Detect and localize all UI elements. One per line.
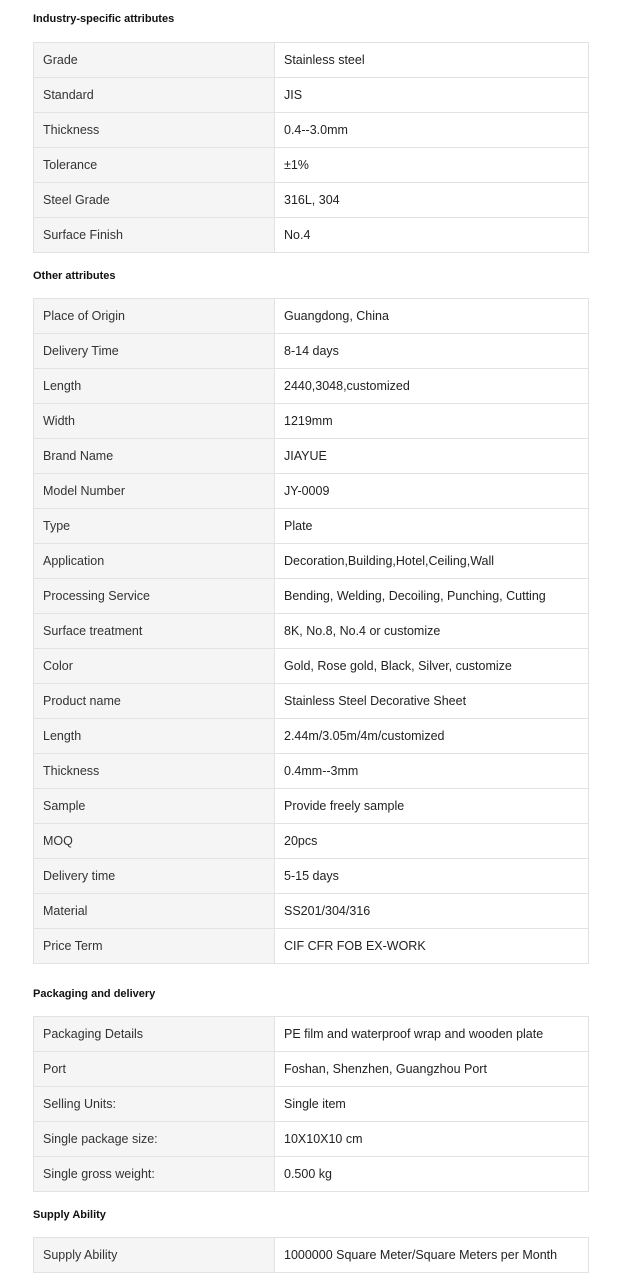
attribute-name: Product name — [34, 684, 275, 719]
table-row — [34, 78, 589, 113]
attribute-table-other-attributes — [33, 298, 589, 964]
table-row — [34, 404, 589, 439]
attribute-value: Single item — [275, 1087, 589, 1122]
attribute-value: Decoration,Building,Hotel,Ceiling,Wall — [275, 544, 589, 579]
attribute-value: JIS — [275, 78, 589, 113]
attribute-value: Guangdong, China — [275, 299, 589, 334]
attribute-value: 5-15 days — [275, 859, 589, 894]
attribute-value: 1000000 Square Meter/Square Meters per Month — [275, 1238, 589, 1273]
attribute-name: Supply Ability — [34, 1238, 275, 1273]
attribute-value: 20pcs — [275, 824, 589, 859]
attribute-name: Selling Units: — [34, 1087, 275, 1122]
attribute-name: Color — [34, 649, 275, 684]
attribute-value: Gold, Rose gold, Black, Silver, customize — [275, 649, 589, 684]
attribute-name: Single gross weight: — [34, 1157, 275, 1192]
attribute-value: 316L, 304 — [275, 183, 589, 218]
attribute-value: 8-14 days — [275, 334, 589, 369]
table-row — [34, 148, 589, 183]
table-row — [34, 299, 589, 334]
table-row — [34, 789, 589, 824]
attribute-name: Thickness — [34, 113, 275, 148]
attribute-value: Stainless Steel Decorative Sheet — [275, 684, 589, 719]
table-row — [34, 1087, 589, 1122]
table-row — [34, 719, 589, 754]
attribute-name: Delivery Time — [34, 334, 275, 369]
attribute-value: SS201/304/316 — [275, 894, 589, 929]
section-title-supply-ability: Supply Ability — [33, 1209, 106, 1221]
attribute-name: Type — [34, 509, 275, 544]
section-title-packaging-and-delivery: Packaging and delivery — [33, 988, 156, 1000]
table-row — [34, 824, 589, 859]
table-row — [34, 929, 589, 964]
attribute-value: 1219mm — [275, 404, 589, 439]
attribute-value: Plate — [275, 509, 589, 544]
table-row — [34, 369, 589, 404]
table-row — [34, 859, 589, 894]
table-row — [34, 754, 589, 789]
table-row — [34, 439, 589, 474]
attribute-value: 2440,3048,customized — [275, 369, 589, 404]
section-title-industry-specific-attributes: Industry-specific attributes — [33, 13, 175, 25]
attribute-name: MOQ — [34, 824, 275, 859]
attribute-value: 0.500 kg — [275, 1157, 589, 1192]
attribute-value: ±1% — [275, 148, 589, 183]
table-row — [34, 684, 589, 719]
attribute-name: Processing Service — [34, 579, 275, 614]
attribute-name: Application — [34, 544, 275, 579]
table-row — [34, 544, 589, 579]
attribute-table-packaging-and-delivery — [33, 1016, 589, 1192]
attribute-name: Steel Grade — [34, 183, 275, 218]
attribute-name: Packaging Details — [34, 1017, 275, 1052]
attribute-name: Brand Name — [34, 439, 275, 474]
attribute-value: 8K, No.8, No.4 or customize — [275, 614, 589, 649]
attribute-name: Model Number — [34, 474, 275, 509]
attribute-name: Single package size: — [34, 1122, 275, 1157]
table-row — [34, 183, 589, 218]
attribute-value: No.4 — [275, 218, 589, 253]
table-row — [34, 579, 589, 614]
attribute-table-industry-specific-attributes — [33, 42, 589, 253]
attribute-name: Thickness — [34, 754, 275, 789]
table-row — [34, 1122, 589, 1157]
attribute-value: Foshan, Shenzhen, Guangzhou Port — [275, 1052, 589, 1087]
attribute-name: Place of Origin — [34, 299, 275, 334]
table-row — [34, 474, 589, 509]
attribute-table-supply-ability — [33, 1237, 589, 1273]
table-row — [34, 649, 589, 684]
table-row — [34, 1157, 589, 1192]
attribute-value: 10X10X10 cm — [275, 1122, 589, 1157]
attribute-name: Width — [34, 404, 275, 439]
table-row — [34, 218, 589, 253]
attribute-name: Surface treatment — [34, 614, 275, 649]
table-row — [34, 509, 589, 544]
table-row — [34, 113, 589, 148]
attribute-name: Port — [34, 1052, 275, 1087]
attribute-value: PE film and waterproof wrap and wooden plate — [275, 1017, 589, 1052]
attribute-name: Standard — [34, 78, 275, 113]
table-row — [34, 1017, 589, 1052]
attribute-value: Provide freely sample — [275, 789, 589, 824]
attribute-name: Material — [34, 894, 275, 929]
attribute-value: JIAYUE — [275, 439, 589, 474]
attribute-value: 2.44m/3.05m/4m/customized — [275, 719, 589, 754]
attribute-name: Surface Finish — [34, 218, 275, 253]
table-row — [34, 894, 589, 929]
attribute-name: Length — [34, 719, 275, 754]
attribute-value: 0.4--3.0mm — [275, 113, 589, 148]
table-row — [34, 614, 589, 649]
table-row — [34, 334, 589, 369]
attribute-value: JY-0009 — [275, 474, 589, 509]
attribute-name: Grade — [34, 43, 275, 78]
attribute-value: CIF CFR FOB EX-WORK — [275, 929, 589, 964]
attribute-name: Price Term — [34, 929, 275, 964]
section-title-other-attributes: Other attributes — [33, 270, 116, 282]
attribute-value: Stainless steel — [275, 43, 589, 78]
attribute-value: Bending, Welding, Decoiling, Punching, Cutting — [275, 579, 589, 614]
table-row — [34, 1238, 589, 1273]
attribute-name: Sample — [34, 789, 275, 824]
attribute-value: 0.4mm--3mm — [275, 754, 589, 789]
attribute-name: Length — [34, 369, 275, 404]
attribute-name: Tolerance — [34, 148, 275, 183]
attribute-name: Delivery time — [34, 859, 275, 894]
table-row — [34, 43, 589, 78]
table-row — [34, 1052, 589, 1087]
